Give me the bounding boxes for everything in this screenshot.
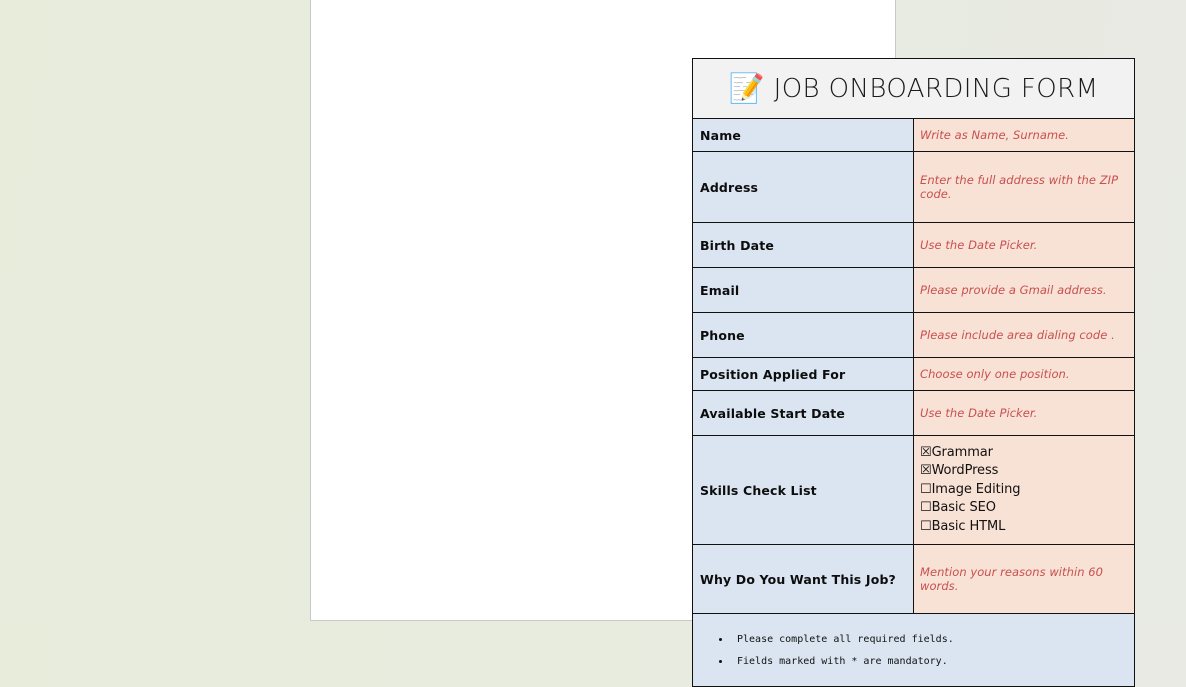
skill-label: WordPress (931, 463, 999, 479)
checkbox-checked-icon[interactable]: ☒ (920, 444, 932, 460)
field-label-available-start-date: Available Start Date (693, 391, 914, 436)
table-row-email (693, 268, 1135, 313)
table-row-why-do-you-want-this-job (693, 545, 1135, 614)
skill-item-basic-html[interactable] (920, 518, 1127, 537)
skills-check-list (914, 436, 1135, 545)
field-hint-why-do-you-want-this-job[interactable]: Mention your reasons within 60 words. (914, 545, 1135, 614)
field-label-address: Address (693, 152, 914, 223)
checkbox-unchecked-icon[interactable]: ☐ (920, 518, 932, 534)
field-hint-name[interactable]: Write as Name, Surname. (914, 119, 1135, 152)
note-item: • Fields marked with * are mandatory. (732, 650, 1124, 672)
field-label-why-do-you-want-this-job: Why Do You Want This Job? (693, 545, 914, 614)
skill-label: Basic SEO (931, 500, 996, 516)
field-label-email: Email (693, 268, 914, 313)
skill-item-wordpress[interactable] (920, 462, 1127, 481)
table-row-position-applied-for (693, 358, 1135, 391)
skill-item-basic-seo[interactable] (920, 499, 1127, 518)
table-row-name (693, 119, 1135, 152)
skill-item-grammar[interactable] (920, 444, 1127, 463)
checkbox-unchecked-icon[interactable]: ☐ (920, 500, 932, 516)
field-hint-address[interactable]: Enter the full address with the ZIP code. (914, 152, 1135, 223)
job-onboarding-form-table (692, 58, 1135, 687)
field-hint-available-start-date[interactable]: Use the Date Picker. (914, 391, 1135, 436)
page-title: JOB ONBOARDING FORM (773, 73, 1099, 104)
field-label-name: Name (693, 119, 914, 152)
form-header-cell (693, 59, 1135, 119)
field-hint-email[interactable]: Please provide a Gmail address. (914, 268, 1135, 313)
field-hint-birth-date[interactable]: Use the Date Picker. (914, 223, 1135, 268)
table-row-phone (693, 313, 1135, 358)
note-item: • Please complete all required fields. (732, 628, 1124, 650)
table-row-available-start-date (693, 391, 1135, 436)
table-row-address (693, 152, 1135, 223)
form-notes-cell (693, 614, 1135, 687)
field-label-birth-date: Birth Date (693, 223, 914, 268)
document-page (311, 0, 1119, 667)
table-row-birth-date (693, 223, 1135, 268)
memo-pencil-icon: 📝 (728, 73, 765, 105)
skill-label: Grammar (931, 444, 993, 460)
form-header-row (693, 59, 1135, 119)
skill-item-image-editing[interactable] (920, 481, 1127, 500)
field-label-position-applied-for: Position Applied For (693, 358, 914, 391)
skill-label: Image Editing (931, 481, 1021, 497)
field-hint-position-applied-for[interactable]: Choose only one position. (914, 358, 1135, 391)
skill-label: Basic HTML (931, 518, 1006, 534)
field-label-skills-check-list: Skills Check List (693, 436, 914, 545)
field-hint-phone[interactable]: Please include area dialing code . (914, 313, 1135, 358)
table-row-skills-check-list (693, 436, 1135, 545)
table-row-notes (693, 614, 1135, 687)
checkbox-checked-icon[interactable]: ☒ (920, 463, 932, 479)
field-label-phone: Phone (693, 313, 914, 358)
checkbox-unchecked-icon[interactable]: ☐ (920, 481, 932, 497)
